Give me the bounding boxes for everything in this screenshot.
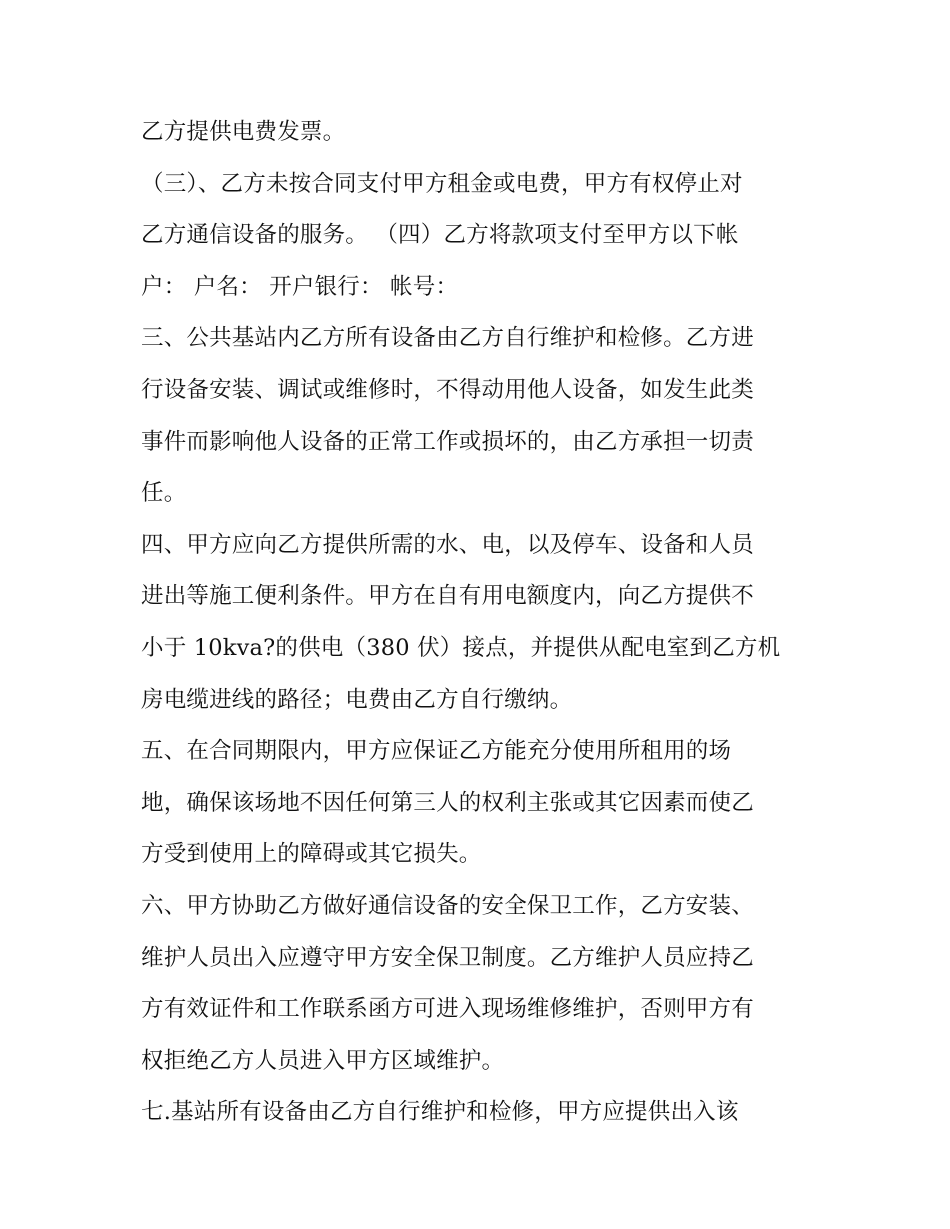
text-line: 户： 户名： 开户银行： 帐号： xyxy=(141,273,459,300)
text-line: （三）、乙方未按合同支付甲方租金或电费，甲方有权停止对 xyxy=(141,170,743,197)
text-line: 房电缆进线的路径；电费由乙方自行缴纳。 xyxy=(141,686,573,713)
text-line: 进出等施工便利条件。甲方在自有用电额度内，向乙方提供不 xyxy=(141,583,754,610)
text-line: 三、公共基站内乙方所有设备由乙方自行维护和检修。乙方进 xyxy=(141,325,754,352)
text-line: 小于 10kva?的供电（380 伏）接点，并提供从配电室到乙方机 xyxy=(141,634,781,661)
text-line: 五、在合同期限内，甲方应保证乙方能充分使用所租用的场 xyxy=(141,738,732,765)
text-line: 维护人员出入应遵守甲方安全保卫制度。乙方维护人员应持乙 xyxy=(141,944,754,971)
text-line: 权拒绝乙方人员进入甲方区域维护。 xyxy=(141,1047,505,1074)
text-line: 乙方通信设备的服务。 （四）乙方将款项支付至甲方以下帐 xyxy=(141,222,739,249)
text-line: 地，确保该场地不因任何第三人的权利主张或其它因素而使乙 xyxy=(141,789,754,816)
contract-text xyxy=(141,107,821,1139)
text-line: 七.基站所有设备由乙方自行维护和检修，甲方应提供出入该 xyxy=(141,1099,739,1126)
text-line: 六、甲方协助乙方做好通信设备的安全保卫工作，乙方安装、 xyxy=(141,892,754,919)
text-line: 四、甲方应向乙方提供所需的水、电，以及停车、设备和人员 xyxy=(141,531,754,558)
text-line: 乙方提供电费发票。 xyxy=(141,119,346,145)
text-line: 方受到使用上的障碍或其它损失。 xyxy=(141,841,482,868)
text-line: 方有效证件和工作联系函方可进入现场维修维护，否则甲方有 xyxy=(141,996,754,1023)
text-line: 行设备安装、调试或维修时，不得动用他人设备，如发生此类 xyxy=(141,376,754,403)
text-line: 任。 xyxy=(141,480,187,507)
text-line: 事件而影响他人设备的正常工作或损坏的，由乙方承担一切责 xyxy=(141,428,754,455)
